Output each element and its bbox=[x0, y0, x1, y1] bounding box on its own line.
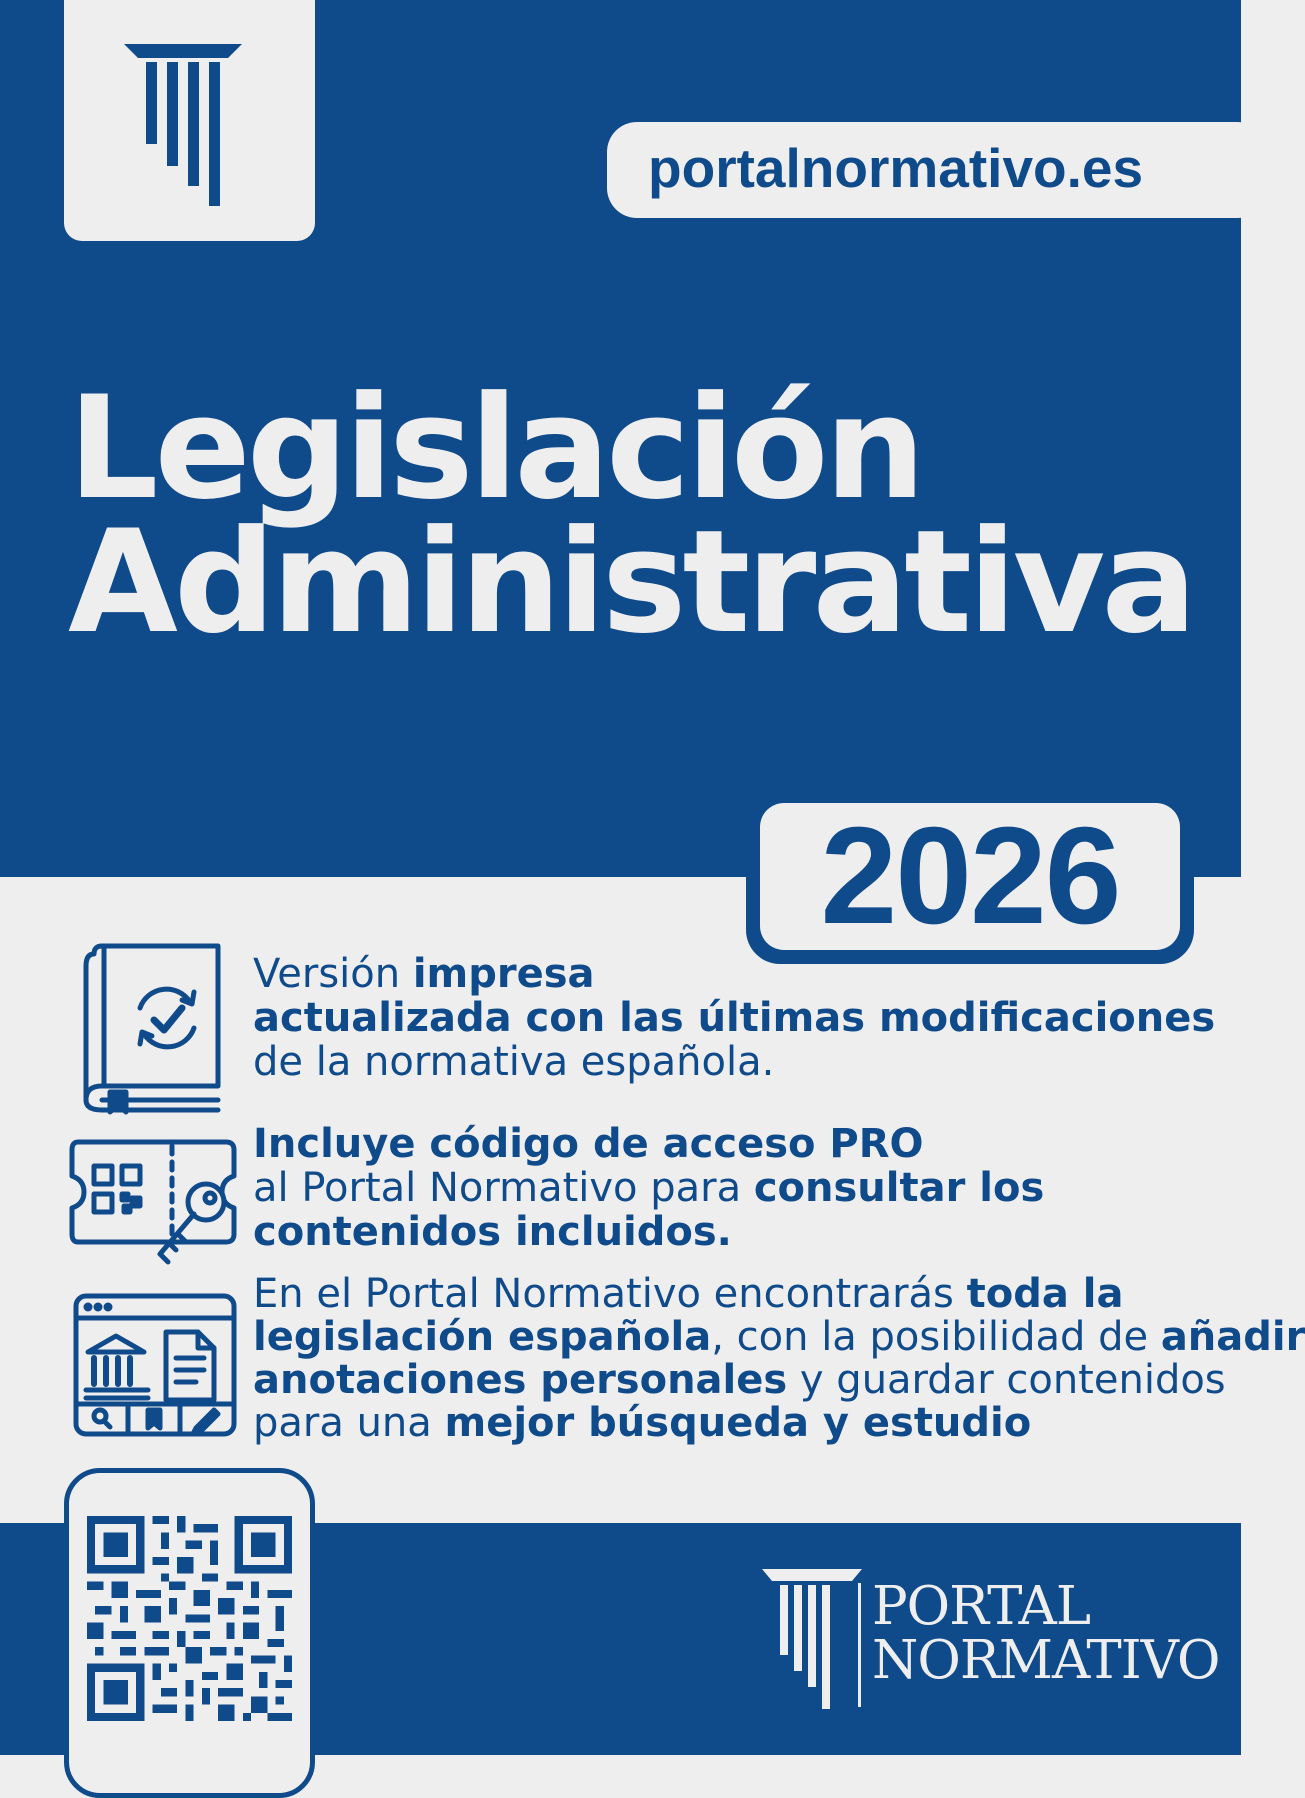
title-line-1: Legislación bbox=[68, 366, 922, 531]
feature-line bbox=[253, 1210, 1044, 1254]
feature-text: , con la posibilidad de bbox=[711, 1314, 1161, 1360]
feature-printed-edition bbox=[253, 952, 1215, 1084]
brand-line-1: PORTAL bbox=[872, 1576, 1091, 1637]
feature-text: de la normativa española. bbox=[253, 1039, 775, 1085]
title-line-2: Administrativa bbox=[68, 500, 1194, 665]
feature-text-bold: mejor búsqueda y estudio bbox=[444, 1400, 1032, 1446]
feature-line bbox=[253, 1402, 1305, 1445]
feature-line bbox=[253, 1359, 1305, 1402]
feature-text-bold: actualizada con las últimas modificaciones bbox=[253, 995, 1216, 1041]
feature-line bbox=[253, 996, 1215, 1040]
feature-text-bold: legislación española bbox=[253, 1314, 712, 1360]
updated-book-icon bbox=[82, 942, 224, 1114]
feature-line bbox=[253, 952, 1215, 996]
feature-text-bold: consultar los bbox=[753, 1165, 1045, 1211]
year-label: 2026 bbox=[820, 799, 1120, 953]
feature-line bbox=[253, 1273, 1305, 1316]
feature-access-code bbox=[253, 1122, 1044, 1254]
feature-text: En el Portal Normativo encontrarás bbox=[253, 1271, 967, 1317]
qr-key-access-icon bbox=[68, 1138, 238, 1268]
feature-text-bold: añadir bbox=[1160, 1314, 1305, 1360]
feature-text-bold: Incluye código de acceso PRO bbox=[253, 1121, 924, 1167]
feature-text: al Portal Normativo para bbox=[253, 1165, 754, 1211]
feature-line bbox=[253, 1166, 1044, 1210]
brand-name bbox=[872, 1576, 1220, 1691]
brand-line-2: NORMATIVO bbox=[872, 1630, 1220, 1691]
feature-line bbox=[253, 1040, 1215, 1084]
feature-text-bold: toda la bbox=[966, 1271, 1124, 1317]
feature-text: y guardar contenidos bbox=[787, 1357, 1226, 1403]
feature-text: para una bbox=[253, 1400, 445, 1446]
column-logo-icon bbox=[64, 0, 315, 241]
page-title bbox=[68, 366, 1194, 665]
website-url: portalnormativo.es bbox=[648, 137, 1144, 199]
feature-text: Versión bbox=[253, 951, 413, 997]
feature-line bbox=[253, 1122, 1044, 1166]
qr-card bbox=[64, 1468, 315, 1798]
column-logo-icon bbox=[760, 1565, 865, 1713]
feature-text-bold: impresa bbox=[412, 951, 595, 997]
feature-portal-contents bbox=[253, 1273, 1305, 1445]
feature-text-bold: anotaciones personales bbox=[253, 1357, 788, 1403]
feature-line bbox=[253, 1316, 1305, 1359]
browser-tools-icon bbox=[72, 1292, 238, 1438]
feature-text-bold: contenidos incluidos. bbox=[253, 1209, 732, 1255]
header-logo bbox=[64, 0, 315, 241]
qr-code-icon[interactable] bbox=[87, 1516, 292, 1721]
